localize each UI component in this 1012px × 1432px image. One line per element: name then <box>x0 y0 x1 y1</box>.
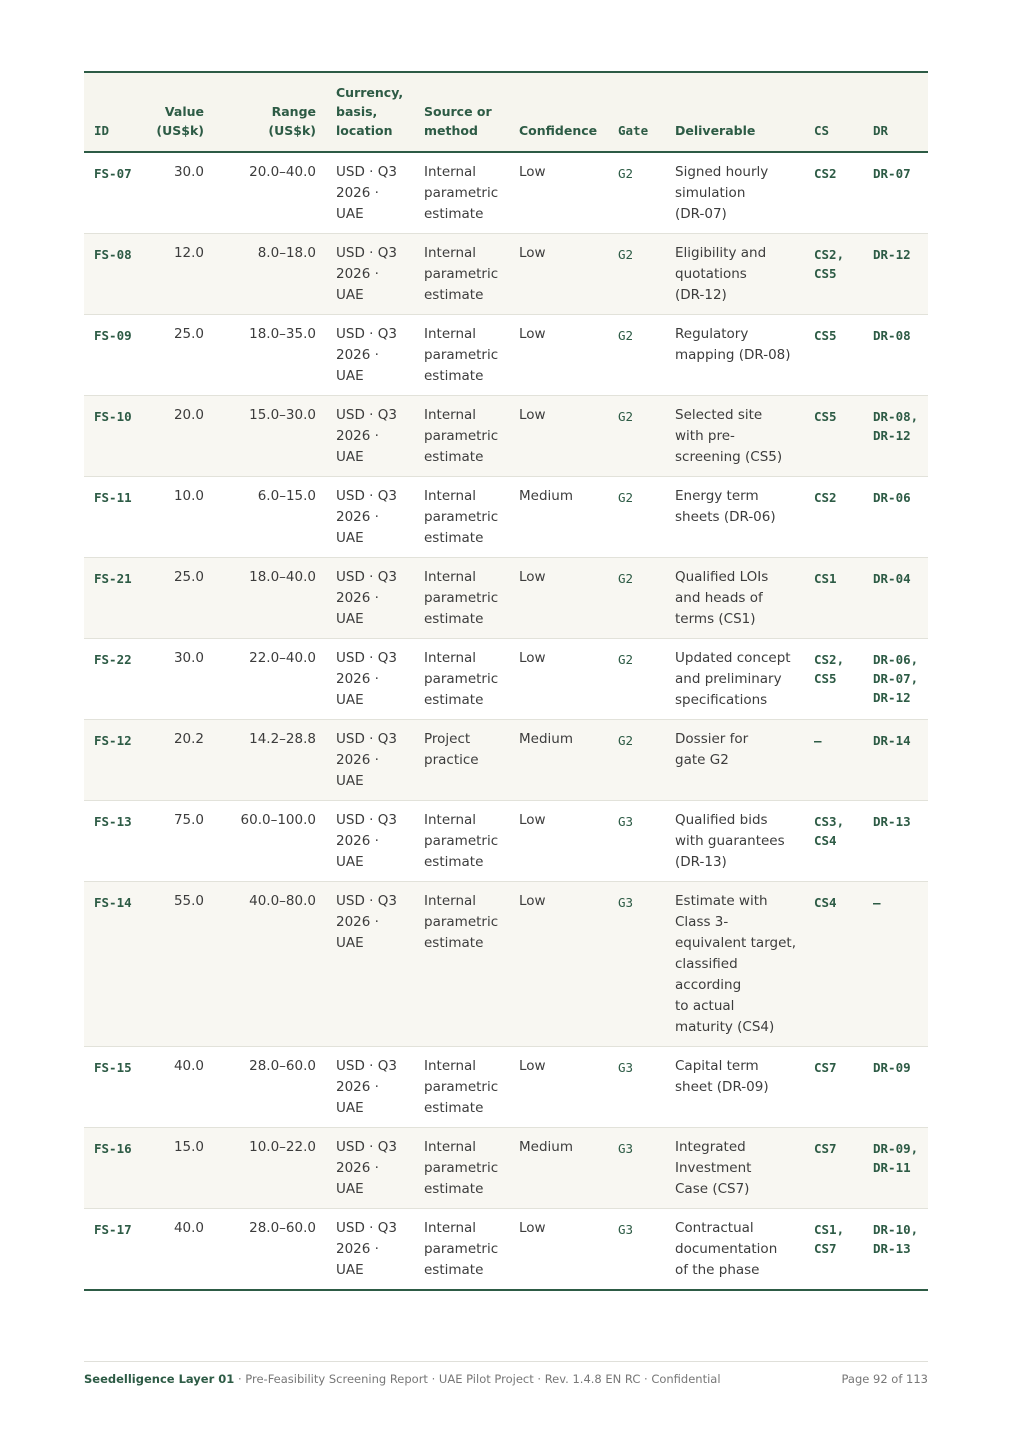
cell-confidence: Low <box>519 893 546 909</box>
cell-dr: DR-08 <box>873 328 911 343</box>
cell-value: 30.0 <box>173 164 204 180</box>
cell-cs: CS2, CS5 <box>814 652 845 686</box>
header-value: Value (US$k) <box>156 104 204 138</box>
cell-id: FS-22 <box>94 652 132 667</box>
cell-id: FS-08 <box>94 247 132 262</box>
cell-deliverable: Integrated Investment Case (CS7) <box>675 1139 752 1197</box>
cell-currency: USD · Q3 2026 · UAE <box>336 245 397 303</box>
cell-id: FS-15 <box>94 1060 132 1075</box>
cell-currency: USD · Q3 2026 · UAE <box>336 731 397 789</box>
cell-gate: G2 <box>618 247 634 262</box>
cell-source: Internal parametric estimate <box>424 812 499 870</box>
cell-confidence: Low <box>519 164 546 180</box>
cell-gate: G2 <box>618 490 634 505</box>
table-row <box>84 639 928 720</box>
cell-source: Internal parametric estimate <box>424 164 499 222</box>
cell-value: 25.0 <box>173 326 204 342</box>
cell-source: Internal parametric estimate <box>424 326 499 384</box>
cell-value: 15.0 <box>173 1139 204 1155</box>
cell-deliverable: Dossier for gate G2 <box>675 731 749 768</box>
cell-gate: G2 <box>618 652 634 667</box>
cell-dr: DR-06, DR-07, DR-12 <box>873 652 919 705</box>
cell-currency: USD · Q3 2026 · UAE <box>336 1220 397 1278</box>
cell-deliverable: Eligibility and quotations (DR-12) <box>675 245 767 303</box>
cell-cs: CS2 <box>814 490 837 505</box>
table-row <box>84 558 928 639</box>
cell-deliverable: Capital term sheet (DR-09) <box>675 1058 769 1095</box>
cell-id: FS-13 <box>94 814 132 829</box>
cell-source: Internal parametric estimate <box>424 650 499 708</box>
cell-source: Internal parametric estimate <box>424 488 499 546</box>
cell-dr: DR-07 <box>873 166 911 181</box>
cell-currency: USD · Q3 2026 · UAE <box>336 407 397 465</box>
cell-value: 25.0 <box>173 569 204 585</box>
cell-value: 40.0 <box>173 1220 204 1236</box>
cell-range: 28.0–60.0 <box>249 1058 316 1074</box>
cell-id: FS-21 <box>94 571 132 586</box>
cell-dr: DR-14 <box>873 733 911 748</box>
cell-source: Internal parametric estimate <box>424 569 499 627</box>
cell-deliverable: Qualified bids with guarantees (DR-13) <box>675 812 785 870</box>
cell-range: 10.0–22.0 <box>249 1139 316 1155</box>
table-row <box>84 315 928 396</box>
cell-gate: G2 <box>618 733 634 748</box>
cell-gate: G3 <box>618 814 634 829</box>
table-row <box>84 152 928 234</box>
cell-id: FS-12 <box>94 733 132 748</box>
cell-dr: DR-04 <box>873 571 911 586</box>
cell-value: 20.0 <box>173 407 204 423</box>
cell-currency: USD · Q3 2026 · UAE <box>336 326 397 384</box>
header-source: Source or method <box>424 104 492 138</box>
header-currency: Currency, basis, location <box>336 85 404 138</box>
cell-confidence: Medium <box>519 731 573 747</box>
cell-dr: — <box>873 895 881 910</box>
cell-deliverable: Contractual documentation of the phase <box>675 1220 778 1278</box>
cell-currency: USD · Q3 2026 · UAE <box>336 893 397 951</box>
cell-confidence: Low <box>519 650 546 666</box>
cell-currency: USD · Q3 2026 · UAE <box>336 1058 397 1116</box>
cell-range: 22.0–40.0 <box>249 650 316 666</box>
cell-deliverable: Signed hourly simulation (DR-07) <box>675 164 769 222</box>
cell-deliverable: Estimate with Class 3- equivalent target, classified according to actual maturity (CS4) <box>675 893 796 1035</box>
cell-deliverable: Energy term sheets (DR-06) <box>675 488 776 525</box>
cell-dr: DR-13 <box>873 814 911 829</box>
cell-cs: CS1, CS7 <box>814 1222 845 1256</box>
cell-gate: G2 <box>618 409 634 424</box>
cell-value: 30.0 <box>173 650 204 666</box>
table-row <box>84 1209 928 1291</box>
header-range: Range (US$k) <box>268 104 316 138</box>
cell-confidence: Low <box>519 1058 546 1074</box>
table-row <box>84 801 928 882</box>
cell-currency: USD · Q3 2026 · UAE <box>336 488 397 546</box>
cell-confidence: Medium <box>519 1139 573 1155</box>
page-footer <box>84 1361 928 1386</box>
table-row <box>84 882 928 1047</box>
cell-cs: CS7 <box>814 1060 837 1075</box>
cell-currency: USD · Q3 2026 · UAE <box>336 164 397 222</box>
cell-gate: G2 <box>618 571 634 586</box>
cell-currency: USD · Q3 2026 · UAE <box>336 1139 397 1197</box>
cell-deliverable: Selected site with pre- screening (CS5) <box>675 407 783 465</box>
cell-range: 8.0–18.0 <box>257 245 316 261</box>
cost-estimate-table <box>84 71 928 1291</box>
header-cs: CS <box>814 123 830 138</box>
cell-dr: DR-12 <box>873 247 911 262</box>
cell-id: FS-16 <box>94 1141 132 1156</box>
cell-value: 10.0 <box>173 488 204 504</box>
cell-currency: USD · Q3 2026 · UAE <box>336 650 397 708</box>
cell-value: 12.0 <box>173 245 204 261</box>
cell-value: 75.0 <box>173 812 204 828</box>
cell-cs: CS2, CS5 <box>814 247 845 281</box>
cell-confidence: Low <box>519 1220 546 1236</box>
table-header <box>84 72 928 152</box>
table-row <box>84 1047 928 1128</box>
cell-id: FS-09 <box>94 328 132 343</box>
footer-brand: Seedelligence Layer 01 <box>84 1372 235 1386</box>
cell-id: FS-07 <box>94 166 132 181</box>
cell-source: Internal parametric estimate <box>424 893 499 951</box>
cell-gate: G3 <box>618 1060 634 1075</box>
cell-confidence: Low <box>519 245 546 261</box>
cell-dr: DR-08, DR-12 <box>873 409 919 443</box>
table-row <box>84 234 928 315</box>
table-row <box>84 396 928 477</box>
cell-cs: — <box>814 733 822 748</box>
cell-dr: DR-06 <box>873 490 911 505</box>
cell-cs: CS3, CS4 <box>814 814 845 848</box>
cell-gate: G3 <box>618 1222 634 1237</box>
cell-range: 28.0–60.0 <box>249 1220 316 1236</box>
cell-gate: G3 <box>618 895 634 910</box>
cell-cs: CS4 <box>814 895 837 910</box>
header-gate: Gate <box>618 123 649 138</box>
cell-range: 40.0–80.0 <box>249 893 316 909</box>
cell-range: 18.0–40.0 <box>249 569 316 585</box>
document-page <box>84 71 928 1291</box>
cell-source: Internal parametric estimate <box>424 407 499 465</box>
cell-dr: DR-09 <box>873 1060 911 1075</box>
cell-currency: USD · Q3 2026 · UAE <box>336 569 397 627</box>
cell-deliverable: Updated concept and preliminary specifications <box>675 650 791 708</box>
cell-confidence: Medium <box>519 488 573 504</box>
header-dr: DR <box>873 123 889 138</box>
cell-range: 6.0–15.0 <box>257 488 316 504</box>
cell-id: FS-11 <box>94 490 132 505</box>
footer-text: · Pre-Feasibility Screening Report · UAE Pilot Project · Rev. 1.4.8 EN RC · Confidential <box>234 1372 721 1386</box>
page-number: Page 92 of 113 <box>841 1372 928 1386</box>
table-row <box>84 477 928 558</box>
cell-range: 20.0–40.0 <box>249 164 316 180</box>
header-id: ID <box>94 123 110 138</box>
cell-dr: DR-09, DR-11 <box>873 1141 919 1175</box>
table-body <box>84 152 928 1290</box>
cell-source: Internal parametric estimate <box>424 1139 499 1197</box>
cell-gate: G2 <box>618 328 634 343</box>
cell-source: Internal parametric estimate <box>424 1220 499 1278</box>
cell-range: 18.0–35.0 <box>249 326 316 342</box>
cell-range: 15.0–30.0 <box>249 407 316 423</box>
cell-confidence: Low <box>519 569 546 585</box>
cell-confidence: Low <box>519 812 546 828</box>
cell-range: 60.0–100.0 <box>240 812 316 828</box>
cell-gate: G2 <box>618 166 634 181</box>
cell-cs: CS5 <box>814 328 837 343</box>
table-row <box>84 1128 928 1209</box>
cell-value: 40.0 <box>173 1058 204 1074</box>
cell-dr: DR-10, DR-13 <box>873 1222 919 1256</box>
cell-value: 55.0 <box>173 893 204 909</box>
cell-value: 20.2 <box>173 731 204 747</box>
cell-cs: CS7 <box>814 1141 837 1156</box>
header-deliverable: Deliverable <box>675 123 756 138</box>
cell-currency: USD · Q3 2026 · UAE <box>336 812 397 870</box>
cell-source: Project practice <box>424 731 479 768</box>
header-confidence: Confidence <box>519 123 598 138</box>
cell-cs: CS1 <box>814 571 837 586</box>
cell-gate: G3 <box>618 1141 634 1156</box>
cell-confidence: Low <box>519 407 546 423</box>
cell-id: FS-17 <box>94 1222 132 1237</box>
cell-id: FS-10 <box>94 409 132 424</box>
cell-source: Internal parametric estimate <box>424 245 499 303</box>
cell-id: FS-14 <box>94 895 132 910</box>
cell-source: Internal parametric estimate <box>424 1058 499 1116</box>
cell-deliverable: Qualified LOIs and heads of terms (CS1) <box>675 569 769 627</box>
cell-cs: CS2 <box>814 166 837 181</box>
footer-left <box>84 1372 721 1386</box>
cell-confidence: Low <box>519 326 546 342</box>
cell-cs: CS5 <box>814 409 837 424</box>
table-row <box>84 720 928 801</box>
cell-deliverable: Regulatory mapping (DR-08) <box>675 326 791 363</box>
cell-range: 14.2–28.8 <box>249 731 316 747</box>
